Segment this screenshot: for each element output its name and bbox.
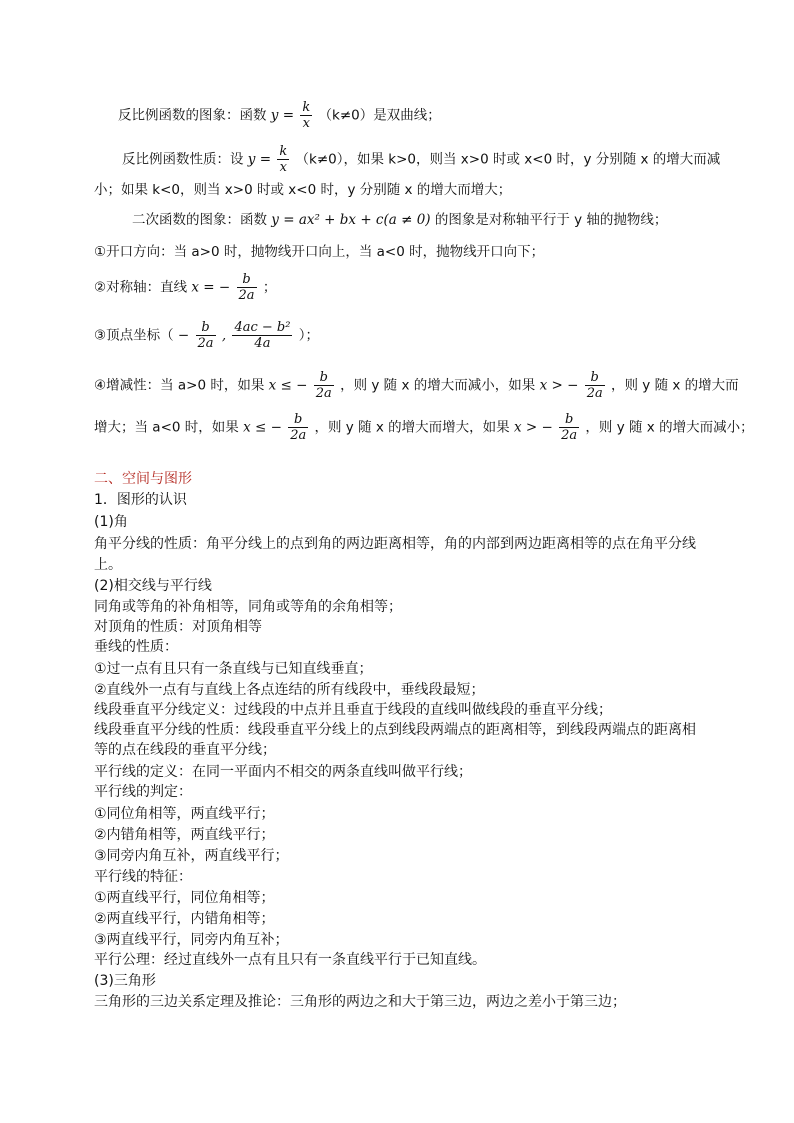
text: 增大；当 a<0 时，如果 xyxy=(94,419,239,436)
text: ）； xyxy=(298,327,319,344)
math-comma: , xyxy=(221,327,227,344)
text-line: 角平分线的性质：角平分线上的点到角的两边距离相等，角的内部到两边距离相等的点在角平分线 xyxy=(94,536,696,552)
text: ，则 y 随 x 的增大而减小； xyxy=(585,419,754,436)
fraction-k-over-x xyxy=(277,144,289,175)
text-line: ①过一点有且只有一条直线与已知直线垂直； xyxy=(94,661,373,677)
text-line: 线段垂直平分线的性质：线段垂直平分线上的点到线段两端点的距离相等，到线段两端点的距离相 xyxy=(94,722,696,738)
denominator: 2a xyxy=(238,288,255,303)
text-line: 平行线的特征： xyxy=(94,869,192,885)
math-x-eq: x = − xyxy=(191,279,231,296)
math-minus: − xyxy=(177,327,190,344)
denominator: 2a xyxy=(290,428,307,443)
fraction-b-over-2a xyxy=(314,370,334,401)
text-line: (1)角 xyxy=(94,514,128,530)
text-line: 等的点在线段的垂直平分线； xyxy=(94,742,276,758)
inverse-function-graph-line xyxy=(118,100,441,131)
text-line: 线段垂直平分线定义：过线段的中点并且垂直于线段的直线叫做线段的垂直平分线； xyxy=(94,702,612,718)
text-line: 上。 xyxy=(94,557,122,573)
numerator: k xyxy=(279,144,288,159)
math-x-gt: x > − xyxy=(539,377,579,394)
fraction-b-over-2a xyxy=(559,412,579,443)
fraction-b-over-2a xyxy=(585,370,605,401)
text-line: ②内错角相等，两直线平行； xyxy=(94,827,275,843)
inverse-function-property-line-2: 小；如果 k<0，则当 x>0 时或 x<0 时，y 分别随 x 的增大而增大； xyxy=(94,182,512,198)
math-x-gt: x > − xyxy=(513,419,553,436)
text-line: 三角形的三边关系定理及推论：三角形的两边之和大于第三边，两边之差小于第三边； xyxy=(94,994,626,1010)
text-line: 同角或等角的补角相等，同角或等角的余角相等； xyxy=(94,599,402,615)
text-line: ①两直线平行，同位角相等； xyxy=(94,890,275,906)
text-line: (2)相交线与平行线 xyxy=(94,578,212,594)
text: 反比例函数性质：设 xyxy=(122,151,244,168)
text-line: 平行线的判定： xyxy=(94,784,192,800)
text: ，则 y 随 x 的增大而 xyxy=(611,377,739,394)
denominator: 4a xyxy=(232,335,292,351)
text-line: 平行线的定义：在同一平面内不相交的两条直线叫做平行线； xyxy=(94,764,472,780)
denominator: x xyxy=(300,115,312,131)
text-line: ①同位角相等，两直线平行； xyxy=(94,806,275,822)
text-line: 垂线的性质： xyxy=(94,639,178,655)
text-line: (3)三角形 xyxy=(94,973,156,989)
text: ②对称轴：直线 xyxy=(94,279,188,296)
numerator: k xyxy=(302,100,311,115)
quadratic-graph-line xyxy=(132,210,667,230)
monotonicity-line-2 xyxy=(94,412,754,443)
fraction-b-over-2a xyxy=(237,272,257,303)
numerator: b xyxy=(564,412,574,427)
section-heading: 二、空间与图形 xyxy=(94,471,192,487)
denominator: 2a xyxy=(586,386,603,401)
text-line: 对顶角的性质：对顶角相等 xyxy=(94,619,262,635)
symmetry-axis-line xyxy=(94,272,276,303)
text: ，则 y 随 x 的增大而减小，如果 xyxy=(340,377,536,394)
denominator: 2a xyxy=(197,336,214,351)
fraction-k-over-x xyxy=(300,100,312,131)
text-line: ②直线外一点有与直线上各点连结的所有线段中，垂线段最短； xyxy=(94,682,485,698)
text: ，则 y 随 x 的增大而增大，如果 xyxy=(314,419,510,436)
text: （k≠0），如果 k>0，则当 x>0 时或 x<0 时，y 分别随 x 的增大而减 xyxy=(295,151,721,168)
text: 的图象是对称轴平行于 y 轴的抛物线； xyxy=(434,212,668,228)
text-line: ③两直线平行，同旁内角互补； xyxy=(94,932,289,948)
fraction-b-over-2a xyxy=(196,320,216,351)
numerator: b xyxy=(319,370,328,385)
math-y: y xyxy=(247,151,256,168)
numerator: b xyxy=(294,412,303,427)
math-y: y xyxy=(270,107,279,124)
text-line: ③同旁内角互补，两直线平行； xyxy=(94,848,289,864)
math-x-le: x ≤ − xyxy=(243,419,282,436)
vertex-coordinate-line xyxy=(94,320,319,351)
numerator: b xyxy=(590,370,599,385)
text: 二次函数的图象：函数 xyxy=(132,212,267,228)
monotonicity-line xyxy=(94,370,739,401)
math-eq: = xyxy=(259,151,272,168)
denominator: 2a xyxy=(315,386,332,401)
text: （k≠0）是双曲线； xyxy=(318,107,441,124)
text: 反比例函数的图象：函数 xyxy=(118,107,267,124)
text-line: 平行公理：经过直线外一点有且只有一条直线平行于已知直线。 xyxy=(94,952,486,968)
fraction-b-over-2a xyxy=(288,412,308,443)
math-quadratic: y = ax² + bx + c(a ≠ 0) xyxy=(271,212,431,228)
text: ④增减性：当 a>0 时，如果 xyxy=(94,377,265,394)
inverse-function-property-line xyxy=(122,144,720,175)
math-x-le: x ≤ − xyxy=(268,377,308,394)
text: ； xyxy=(262,279,277,296)
text-line: 1．图形的认识 xyxy=(94,492,187,508)
text-line: ②两直线平行，内错角相等； xyxy=(94,911,275,927)
denominator: x xyxy=(277,159,289,175)
opening-direction-line: ①开口方向：当 a>0 时，抛物线开口向上，当 a<0 时，抛物线开口向下； xyxy=(94,244,545,260)
math-eq: = xyxy=(282,107,295,124)
numerator: 4ac − b² xyxy=(234,320,291,335)
text: ③顶点坐标（ xyxy=(94,327,174,344)
numerator: b xyxy=(242,272,251,287)
numerator: b xyxy=(201,320,210,335)
fraction-vertex-y xyxy=(232,320,292,351)
denominator: 2a xyxy=(561,428,578,443)
